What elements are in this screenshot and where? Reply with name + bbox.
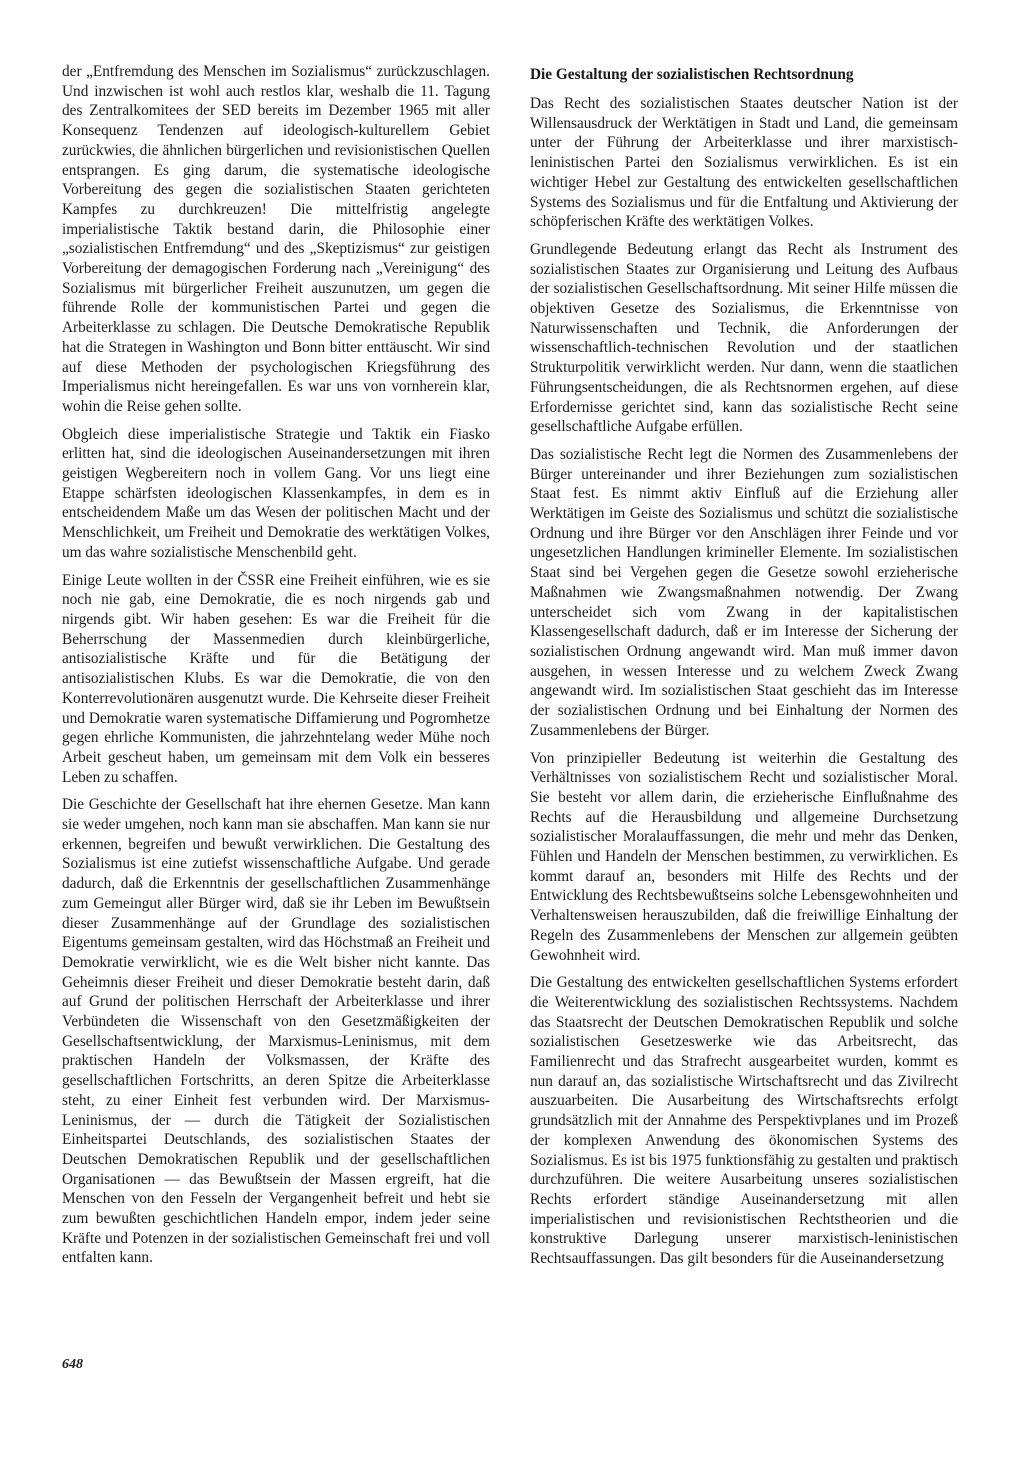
paragraph: Obgleich diese imperialistische Strategie und Taktik ein Fiasko erlitten hat, sind die ideologischen Auseinandersetzungen mit ihren geistigen Wegbereitern noch in vollem Gang. Vor uns liegt eine Etappe schärfsten ideologischen Klassenkampfes, in dem es in entscheidendem Maße um das Wesen der politischen Macht und der Menschlichkeit, um Freiheit und Demokratie des werktätigen Volkes, um das wahre sozialistische Menschenbild geht. [62,425,490,561]
paragraph: Die Geschichte der Gesellschaft hat ihre ehernen Gesetze. Man kann sie weder umgehen, noch kann man sie abschaffen. Man kann sie nur erkennen, begreifen und bewußt verwirklichen. Die Gestaltung des Sozialismus ist eine zutiefst wissenschaftliche Aufgabe. Und gerade dadurch, daß die Erkenntnis der gesellschaftlichen Zusammenhänge zum Gemeingut aller Bürger wird, daß sie ihr Leben im Bewußtsein dieser Zusammenhänge auf der Grundlage des sozialistischen Eigentums gemeinsam gestalten, wird das Höchstmaß an Freiheit und Demokratie verwirklicht, wie es die Welt bisher nicht kannte. Das Geheimnis dieser Freiheit und dieser Demokratie besteht darin, daß auf Grund der politischen Herrschaft der Arbeiterklasse und ihrer Verbündeten die Wissenschaft von den Gesetzmäßigkeiten der Gesellschaftsentwicklung, der Marxismus-Leninismus, mit dem praktischen Handeln der Volksmassen, der Kräfte des gesellschaftlichen Fortschritts, an deren Spitze die Arbeiterklasse steht, zu einer Einheit fest verbunden wird. Der Marxismus-Leninismus, der — durch die Tätigkeit der Sozialistischen Einheitspartei Deutschlands, des sozialistischen Staates der Deutschen Demokratischen Republik und der gesellschaftlichen Organisationen — das Bewußtsein der Massen ergreift, hat die Menschen von den Fesseln der Vergangenheit befreit und hebt sie zum bewußten geschichtlichen Handeln empor, indem jeder seine Kräfte und Potenzen in der sozialistischen Gemeinschaft frei und voll entfalten kann. [62,796,490,1267]
right-column [530,65,958,1277]
paragraph: Grundlegende Bedeutung erlangt das Recht als Instrument des sozialistischen Staates zur Organisierung und Leitung des Aufbaus der sozialistischen Gesellschaftsordnung. Mit seiner Hilfe müssen die objektiven Gesetze des Sozialismus, die Erkenntnisse von Naturwissenschaften und Technik, die Anforderungen der wissenschaftlich-technischen Revolution und der staatlichen Strukturpolitik verwirklicht werden. Nur dann, wenn die staatlichen Führungsentscheidungen, die als Rechtsnormen ergehen, auf diese Erfordernisse gerichtet sind, kann das sozialistische Recht seine gesellschaftliche Aufgabe erfüllen. [530,240,958,436]
section-heading: Die Gestaltung der sozialistischen Rechtsordnung [530,66,854,83]
paragraph: der „Entfremdung des Menschen im Sozialismus“ zurückzuschlagen. Und inzwischen ist wohl auch restlos klar, weshalb die 11. Tagung des Zentralkomitees der SED bereits im Dezember 1965 mit aller Konsequenz Tendenzen auf ideologisch-kulturellem Gebiet zurückwies, die ähnlichen bürgerlichen und revisionistischen Quellen entsprangen. Es ging darum, die systematische ideologische Vorbereitung des gegen die sozialistischen Staaten gerichteten Kampfes zu durchkreuzen! Die mittelfristig angelegte imperialistische Taktik bestand darin, die Philosophie einer „sozialistischen Entfremdung“ und des „Skeptizismus“ zur geistigen Vorbereitung der demagogischen Forderung nach „Vereinigung“ des Sozialismus mit bürgerlicher Freiheit auszunutzen, um gegen die führende Rolle der kommunistischen Partei und gegen die Arbeiterklasse zu schlagen. Die Deutsche Demokratische Republik hat die Strategen in Washington und Bonn bitter enttäuscht. Wir sind auf diese Methoden der psychologischen Kriegsführung des Imperialismus nicht hereingefallen. Es war uns von vornherein klar, wohin die Reise gehen sollte. [62,63,490,415]
page-number: 648 [62,1357,83,1372]
paragraph: Einige Leute wollten in der ČSSR eine Freiheit einführen, wie es sie noch nie gab, eine Demokratie, die es noch nirgends gab und nirgends gibt. Wir haben gesehen: Es war die Freiheit für die Beherrschung der Massenmedien durch kleinbürgerliche, antisozialistische Kräfte und für die Betätigung der antisozialistischen Klubs. Es war die Demokratie, die von den Konterrevolutionären ausgenutzt wurde. Die Kehrseite dieser Freiheit und Demokratie waren systematische Diffamierung und Pogromhetze gegen ehrliche Kommunisten, die jahrzehntelang weder Mühe noch Arbeit gescheut haben, um gemeinsam mit dem Volk ein besseres Leben zu schaffen. [62,571,490,786]
left-column [62,62,490,1276]
paragraph: Die Gestaltung des entwickelten gesellschaftlichen Systems erfordert die Weiterentwicklung des sozialistischen Rechtssystems. Nachdem das Staatsrecht der Deutschen Demokratischen Republik und solche sozialistischen Gesetzeswerke wie das Arbeitsrecht, das Familienrecht und das Strafrecht ausgearbeitet wurden, kommt es nun darauf an, das sozialistische Wirtschaftsrecht und das Zivilrecht auszuarbeiten. Die Ausarbeitung des Wirtschaftsrechts erfolgt grundsätzlich mit der Annahme des Perspektivplanes und im Prozeß der komplexen Anwendung des ökonomischen Systems des Sozialismus. Es ist bis 1975 funktionsfähig zu gestalten und praktisch durchzuführen. Die weitere Ausarbeitung unseres sozialistischen Rechts erfordert ständige Auseinandersetzung mit allen imperialistischen und revisionistischen Rechtstheorien und die konstruktive Darlegung unserer marxistisch-leninistischen Rechtsauffassungen. Das gilt besonders für die Auseinandersetzung [530,974,958,1268]
paragraph: Von prinzipieller Bedeutung ist weiterhin die Gestaltung des Verhältnisses von sozialistischem Recht und sozialistischer Moral. Sie besteht vor allem darin, die erzieherische Einflußnahme des Rechts auf die Herausbildung und allgemeine Durchsetzung sozialistischer Moralauffassungen, die mehr und mehr das Denken, Fühlen und Handeln der Menschen bestimmen, zu verwirklichen. Es kommt darauf an, besonders mit Hilfe des Rechts und der Entwicklung des Rechtsbewußtseins solche Lebensgewohnheiten und Verhaltensweisen herauszubilden, daß die freiwillige Einhaltung der Regeln des Zusammenlebens der Menschen zur allgemein geübten Gewohnheit wird. [530,749,958,964]
paragraph: Das sozialistische Recht legt die Normen des Zusammenlebens der Bürger untereinander und ihrer Beziehungen zum sozialistischen Staat fest. Es nimmt aktiv Einfluß auf die Erziehung aller Werktätigen im Geiste des Sozialismus und schützt die sozialistische Ordnung und ihre Bürger vor den Anschlägen ihrer Feinde und vor ungesetzlichen Handlungen krimineller Elemente. Im sozialistischen Staat sind bei Vergehen gegen die Gesetze sowohl erzieherische Maßnahmen wie Zwangsmaßnahmen notwendig. Der Zwang unterscheidet sich vom Zwang in der kapitalistischen Klassengesellschaft dadurch, daß er im Interesse der Sicherung der sozialistischen Ordnung angewandt wird. Man muß immer davon ausgehen, in wessen Interesse und zu welchem Zweck Zwang angewandt wird. Im sozialistischen Staat geschieht das im Interesse der sozialistischen Ordnung und bei Einhaltung der Normen des Zusammenlebens der Bürger. [530,445,958,739]
paragraph: Das Recht des sozialistischen Staates deutscher Nation ist der Willensausdruck der Werktätigen in Stadt und Land, die gemeinsam unter der Führung der Arbeiterklasse und ihrer marxistisch-leninistischen Partei den Sozialismus verwirklichen. Es ist ein wichtiger Hebel zur Gestaltung des entwickelten gesellschaftlichen Systems des Sozialismus und für die Entfaltung und Aktivierung der schöpferischen Kräfte des werktätigen Volkes. [530,95,958,231]
